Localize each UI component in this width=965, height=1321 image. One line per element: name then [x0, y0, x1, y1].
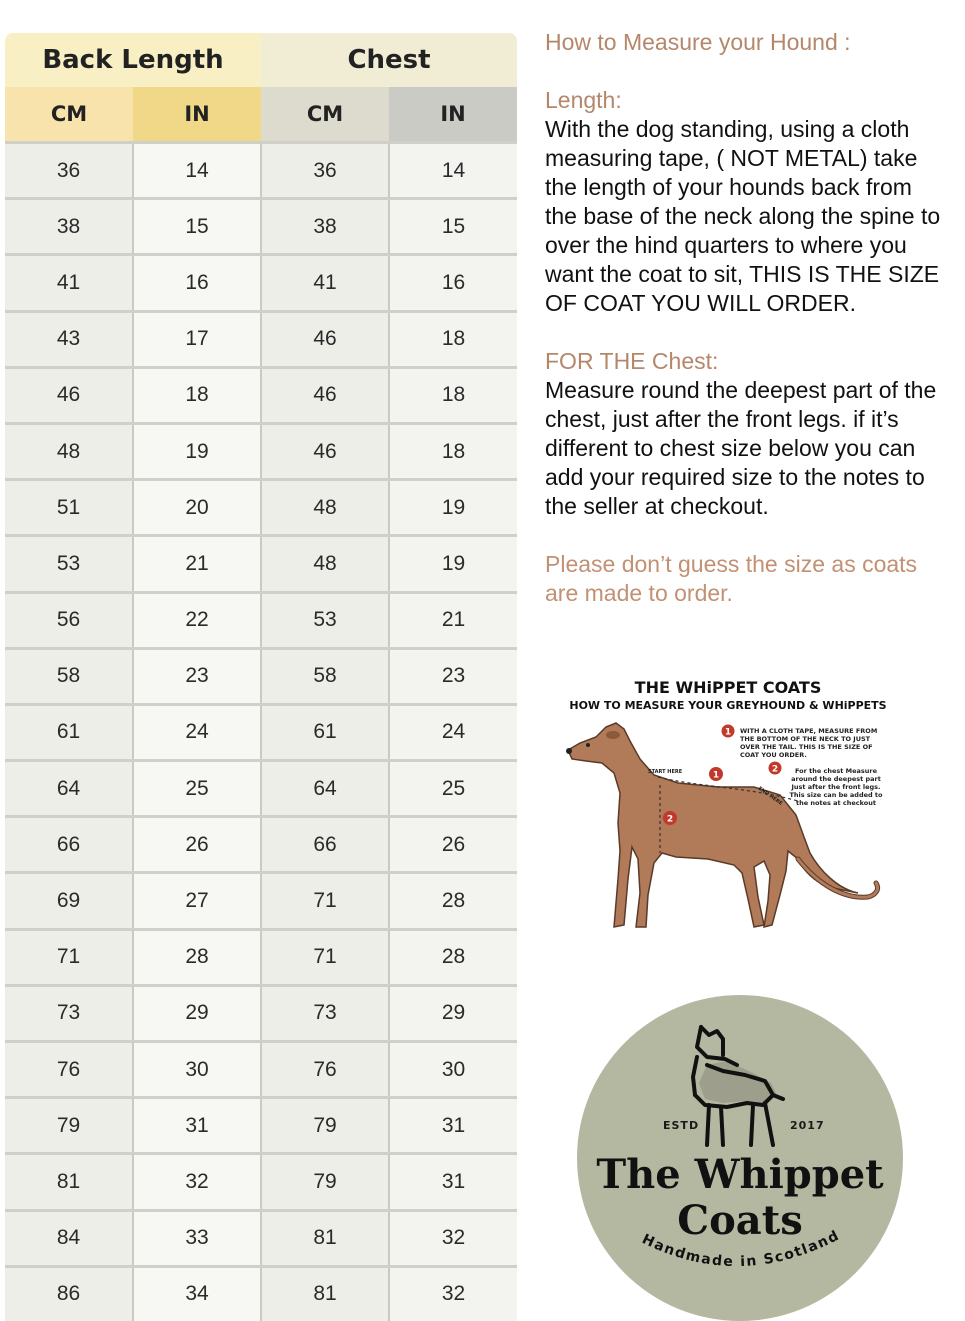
table-row	[5, 929, 517, 985]
chest-cm-cell: 64	[261, 761, 389, 817]
chest-in-cell: 26	[389, 817, 517, 873]
chest-cm-cell: 76	[261, 1042, 389, 1098]
back-length-in-cell: 20	[133, 480, 261, 536]
back-length-in-cell: 25	[133, 761, 261, 817]
back-length-in-cell: 28	[133, 929, 261, 985]
chest-in-cell: 19	[389, 480, 517, 536]
chest-cm-cell: 38	[261, 199, 389, 255]
table-row	[5, 704, 517, 760]
greyhound-drawing	[558, 675, 898, 940]
back-length-in-header: IN	[133, 87, 261, 143]
table-row	[5, 311, 517, 367]
back-length-cm-cell: 48	[5, 423, 133, 479]
back-length-cm-cell: 56	[5, 592, 133, 648]
table-row	[5, 255, 517, 311]
chest-in-cell: 18	[389, 311, 517, 367]
table-row	[5, 985, 517, 1041]
chest-cm-cell: 73	[261, 985, 389, 1041]
chest-heading: FOR THE Chest:	[545, 348, 719, 374]
chest-note: For the chest Measure around the deepest part Just after the front legs. This size can be added to the notes at checkout	[789, 767, 883, 807]
chest-in-cell: 25	[389, 761, 517, 817]
chest-cm-cell: 71	[261, 929, 389, 985]
back-length-in-cell: 19	[133, 423, 261, 479]
table-row	[5, 199, 517, 255]
back-length-header: Back Length	[5, 33, 261, 87]
chest-cm-cell: 66	[261, 817, 389, 873]
back-length-cm-cell: 38	[5, 199, 133, 255]
chest-cm-cell: 61	[261, 704, 389, 760]
unit-header-row	[5, 87, 517, 143]
back-length-in-cell: 30	[133, 1042, 261, 1098]
svg-text:2: 2	[771, 764, 779, 775]
table-row	[5, 1098, 517, 1154]
chest-instructions: Measure round the deepest part of the chest, just after the front legs. if it’s different to chest size below you can add your required size to the notes to the seller at checkout.	[545, 377, 937, 519]
back-length-cm-cell: 86	[5, 1266, 133, 1321]
table-row	[5, 1266, 517, 1321]
table-row	[5, 480, 517, 536]
chest-in-cell: 19	[389, 536, 517, 592]
size-table-body	[5, 143, 517, 1321]
length-instructions: With the dog standing, using a cloth measuring tape, ( NOT METAL) take the length of your hounds back from the base of the neck along the spine to over the hind quarters to where you want the coat to sit, THIS IS THE SIZE OF COAT YOU WILL ORDER.	[545, 116, 941, 316]
table-row	[5, 536, 517, 592]
logo-brand-line-2: Coats	[677, 1197, 803, 1244]
length-note: WITH A CLOTH TAPE, MEASURE FROM THE BOTTOM OF THE NECK TO JUST OVER THE TAIL. THIS IS THE SIZE OF COAT YOU ORDER.	[740, 727, 878, 759]
chest-cm-cell: 79	[261, 1098, 389, 1154]
chest-cm-header: CM	[261, 87, 389, 143]
table-row	[5, 1042, 517, 1098]
chest-cm-cell: 46	[261, 367, 389, 423]
chest-in-cell: 31	[389, 1154, 517, 1210]
chest-in-cell: 14	[389, 143, 517, 199]
chest-in-cell: 32	[389, 1266, 517, 1321]
table-row	[5, 1210, 517, 1266]
chest-in-cell: 28	[389, 929, 517, 985]
back-length-cm-cell: 58	[5, 648, 133, 704]
chest-cm-cell: 41	[261, 255, 389, 311]
start-here-label: START HERE	[648, 769, 683, 775]
chest-in-cell: 15	[389, 199, 517, 255]
end-here-label: END HERE	[756, 785, 784, 807]
chest-cm-cell: 81	[261, 1266, 389, 1321]
chest-cm-cell: 48	[261, 536, 389, 592]
marker-1-note	[722, 725, 735, 738]
back-length-cm-cell: 79	[5, 1098, 133, 1154]
marker-2-chest	[663, 811, 677, 825]
chest-in-cell: 31	[389, 1098, 517, 1154]
back-length-in-cell: 17	[133, 311, 261, 367]
chest-in-cell: 18	[389, 367, 517, 423]
table-row	[5, 143, 517, 199]
chest-cm-cell: 71	[261, 873, 389, 929]
back-length-cm-cell: 76	[5, 1042, 133, 1098]
svg-text:1: 1	[712, 770, 720, 781]
chest-cm-cell: 36	[261, 143, 389, 199]
brand-logo	[577, 995, 903, 1321]
back-length-cm-cell: 66	[5, 817, 133, 873]
chest-cm-cell: 48	[261, 480, 389, 536]
chest-in-cell: 18	[389, 423, 517, 479]
size-chart-table	[5, 33, 517, 1321]
back-length-cm-cell: 73	[5, 985, 133, 1041]
back-length-in-cell: 26	[133, 817, 261, 873]
back-length-in-cell: 15	[133, 199, 261, 255]
chest-in-cell: 28	[389, 873, 517, 929]
length-heading: Length:	[545, 87, 622, 113]
chest-header: Chest	[261, 33, 517, 87]
instructions-title: How to Measure your Hound :	[545, 29, 851, 55]
measuring-illustration	[558, 675, 898, 940]
svg-text:Handmade in Scotland	[639, 1227, 842, 1270]
illustration-title: THE WHiPPET COATS	[634, 678, 822, 697]
back-length-in-cell: 14	[133, 143, 261, 199]
svg-text:2: 2	[666, 814, 674, 825]
table-row	[5, 873, 517, 929]
logo-year: 2017	[790, 1119, 825, 1132]
table-row	[5, 423, 517, 479]
table-row	[5, 817, 517, 873]
chest-cm-cell: 46	[261, 311, 389, 367]
back-length-cm-cell: 41	[5, 255, 133, 311]
back-length-in-cell: 29	[133, 985, 261, 1041]
chest-in-cell: 29	[389, 985, 517, 1041]
table-row	[5, 592, 517, 648]
chest-in-cell: 21	[389, 592, 517, 648]
back-length-cm-cell: 36	[5, 143, 133, 199]
illustration-subtitle: HOW TO MEASURE YOUR GREYHOUND & WHiPPETS	[569, 699, 887, 712]
back-length-cm-cell: 53	[5, 536, 133, 592]
chest-cm-cell: 58	[261, 648, 389, 704]
back-length-in-cell: 22	[133, 592, 261, 648]
back-length-cm-cell: 51	[5, 480, 133, 536]
svg-text:1: 1	[724, 727, 732, 738]
table-row	[5, 761, 517, 817]
back-length-in-cell: 23	[133, 648, 261, 704]
table-row	[5, 1154, 517, 1210]
table-row	[5, 367, 517, 423]
back-length-in-cell: 24	[133, 704, 261, 760]
table-row	[5, 648, 517, 704]
back-length-cm-header: CM	[5, 87, 133, 143]
chest-cm-cell: 53	[261, 592, 389, 648]
marker-1	[709, 767, 723, 781]
back-length-cm-cell: 46	[5, 367, 133, 423]
logo-tagline-arc	[577, 995, 903, 1321]
back-length-in-cell: 34	[133, 1266, 261, 1321]
chest-cm-cell: 46	[261, 423, 389, 479]
chest-in-cell: 23	[389, 648, 517, 704]
group-header-row	[5, 33, 517, 87]
back-length-in-cell: 32	[133, 1154, 261, 1210]
logo-estd: ESTD	[663, 1119, 700, 1132]
chest-cm-cell: 81	[261, 1210, 389, 1266]
measuring-instructions	[545, 28, 945, 608]
back-length-cm-cell: 64	[5, 761, 133, 817]
back-length-cm-cell: 61	[5, 704, 133, 760]
back-length-in-cell: 27	[133, 873, 261, 929]
back-length-cm-cell: 84	[5, 1210, 133, 1266]
back-length-in-cell: 18	[133, 367, 261, 423]
back-length-cm-cell: 43	[5, 311, 133, 367]
back-length-in-cell: 33	[133, 1210, 261, 1266]
back-length-cm-cell: 71	[5, 929, 133, 985]
back-length-in-cell: 21	[133, 536, 261, 592]
chest-in-header: IN	[389, 87, 517, 143]
back-length-cm-cell: 81	[5, 1154, 133, 1210]
marker-2-note	[769, 762, 782, 775]
back-length-in-cell: 31	[133, 1098, 261, 1154]
chest-in-cell: 30	[389, 1042, 517, 1098]
logo-brand-line-1: The Whippet	[596, 1151, 884, 1198]
chest-in-cell: 24	[389, 704, 517, 760]
back-length-cm-cell: 69	[5, 873, 133, 929]
chest-in-cell: 16	[389, 255, 517, 311]
made-to-order-warning: Please don’t guess the size as coats are made to order.	[545, 551, 918, 606]
logo-tagline: Handmade in Scotland	[639, 1227, 843, 1271]
chest-cm-cell: 79	[261, 1154, 389, 1210]
chest-in-cell: 32	[389, 1210, 517, 1266]
back-length-in-cell: 16	[133, 255, 261, 311]
